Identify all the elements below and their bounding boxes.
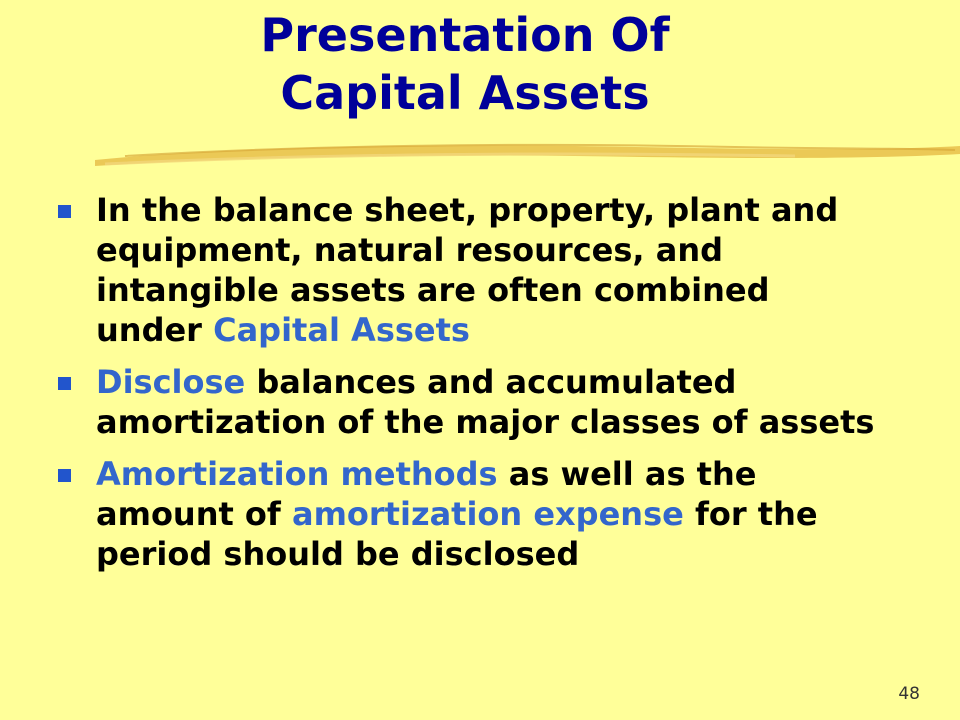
bullet-highlight: Amortization methods xyxy=(96,455,498,493)
bullet-highlight: Disclose xyxy=(96,363,246,401)
bullet-highlight: amortization expense xyxy=(291,495,684,533)
bullet-marker-icon xyxy=(58,469,71,482)
bullet-item xyxy=(58,190,878,350)
title-line-2: Capital Assets xyxy=(280,66,650,120)
decorative-brush-stroke xyxy=(95,138,960,178)
bullet-list xyxy=(58,190,878,586)
bullet-item xyxy=(58,362,878,442)
bullet-marker-icon xyxy=(58,205,71,218)
bullet-marker-icon xyxy=(58,377,71,390)
page-number: 48 xyxy=(898,684,920,704)
bullet-text: as well as the amount of xyxy=(96,455,757,533)
bullet-text: balances and accumulated amortization of the major classes of assets xyxy=(96,363,875,441)
bullet-text: In the balance sheet, property, plant and equipment, natural resources, and intangible assets are often combined under xyxy=(96,191,839,349)
bullet-text: for the period should be disclosed xyxy=(96,495,818,573)
bullet-highlight: Capital Assets xyxy=(213,311,470,349)
slide-title xyxy=(0,6,930,122)
title-line-1: Presentation Of xyxy=(260,8,670,62)
bullet-item xyxy=(58,454,878,574)
